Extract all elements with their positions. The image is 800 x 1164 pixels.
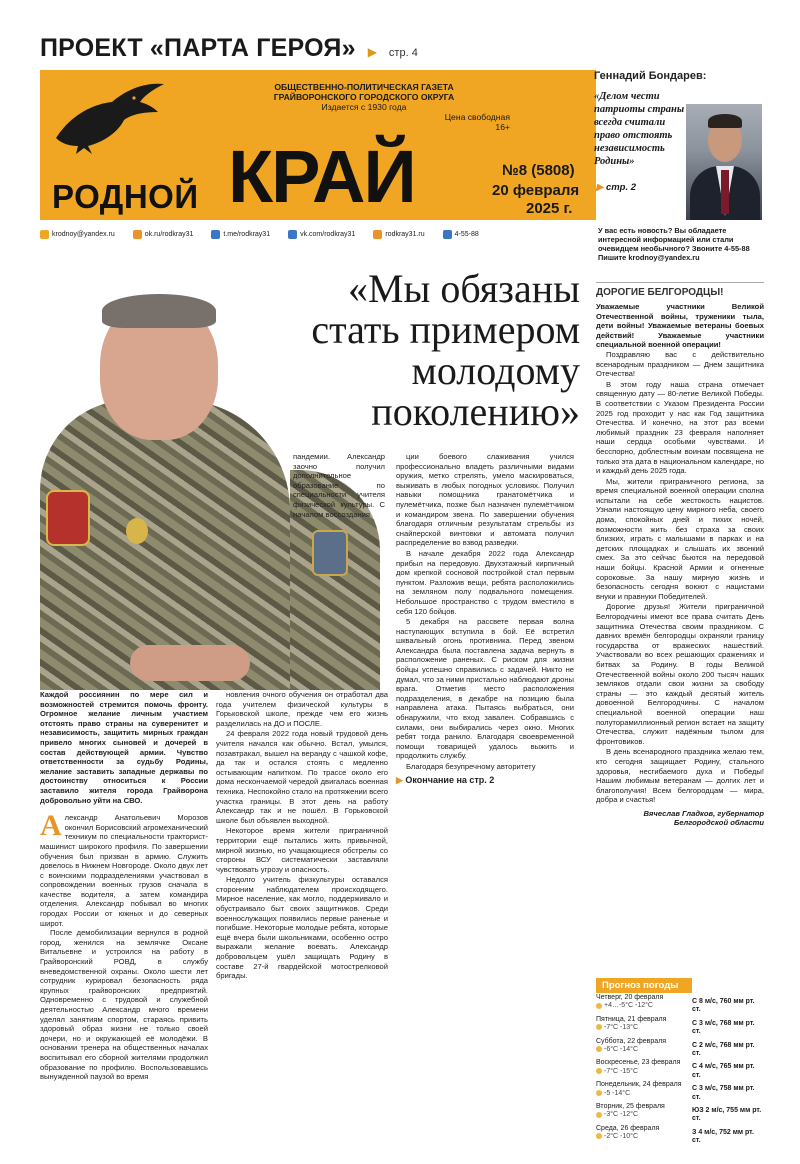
masthead-subtitle <box>226 82 502 102</box>
article-paragraph: новления очного обучения он отработал два года учителем физической культуры в Горьковской школе, прежде чем его жизнь разделилась на ДО и ПОСЛЕ. <box>216 690 388 728</box>
weather-wind: С 2 м/с, 768 мм рт. ст. <box>692 1041 755 1058</box>
weather-icon <box>596 1090 602 1096</box>
founded-year: Издается с 1930 года <box>321 102 407 112</box>
weather-day-row <box>596 1038 764 1059</box>
weather-wind: С 4 м/с, 765 мм рт. ст. <box>692 1063 755 1079</box>
email-icon <box>40 230 49 239</box>
project-title: ПРОЕКТ «ПАРТА ГЕРОЯ» <box>40 34 356 62</box>
weather-temp: -6°С -14°С <box>604 1046 638 1054</box>
weather-day: Суббота, 22 февраля <box>596 1037 667 1045</box>
contact-text: vk.com/rodkray31 <box>300 230 356 238</box>
article-column-1 <box>40 690 208 1083</box>
weather-day-row <box>596 1081 764 1102</box>
vk-icon <box>288 230 297 239</box>
weather-day-row <box>596 1016 764 1037</box>
quote-box <box>594 70 762 220</box>
subtitle-line-2: ГРАЙВОРОНСКОГО ГОРОДСКОГО ОКРУГА <box>273 92 455 102</box>
contact-text: t.me/rodkray31 <box>223 230 271 238</box>
weather-temp: -7°С -13°С <box>604 1024 638 1032</box>
address-signature: Вячеслав Гладков, губернатор Белгородской области <box>643 808 764 828</box>
phone-icon <box>443 230 452 239</box>
news-tip-teaser: У вас есть новость? Вы обладаете интересной информацией или стали очевидцем необычного? Звоните 4-55-88 Пишите krodnoy@yandex.ru <box>598 226 750 262</box>
masthead <box>40 70 596 220</box>
quote-text: «Делом чести патриоты страны всегда считали право отстоять независимость Родины» <box>594 91 685 167</box>
project-page-ref: стр. 4 <box>388 47 418 59</box>
weather-day: Воскресенье, 23 февраля <box>596 1059 681 1067</box>
shoulder-patch <box>46 490 90 546</box>
address-paragraph: Поздравляю вас с действительно всенародным праздником — Днем защитника Отечества! <box>596 349 764 379</box>
article-paragraph: Некоторое время жители приграничной территории ещё пытались жить привычной, мирной жизнью, но учащающиеся обстрелы со стороны ВСУ систематически заставляли чувствовать угрозу и опасность. <box>216 826 388 874</box>
weather-day: Пятница, 21 февраля <box>596 1015 667 1023</box>
weather-temp: -5 -14°С <box>604 1089 631 1097</box>
weather-icon <box>596 1003 602 1009</box>
contact-vk[interactable] <box>288 230 355 239</box>
project-banner <box>40 34 600 68</box>
contact-text: 4-55-88 <box>454 230 479 238</box>
weather-wind: С 8 м/с, 760 мм рт. ст. <box>692 998 755 1014</box>
subtitle-line-1: ОБЩЕСТВЕННО-ПОЛИТИЧЕСКАЯ ГАЗЕТА <box>274 82 454 92</box>
weather-day: Вторник, 25 февраля <box>596 1103 665 1111</box>
contacts-strip <box>40 226 596 242</box>
newspaper-name-small: РОДНОЙ <box>52 178 199 215</box>
weather-day: Четверг, 20 февраля <box>596 994 664 1001</box>
address-paragraph: Мы, жители приграничного региона, за время специальной военной операции сполна испытали на себе жестокость нацистов. Узнали настоящую цену мирного неба, своего дома, спокойных дней и тихих ночей, возможности жить без страха за своих близких, играть с малышами в парках и на детских площадках и слышать их звонкий смех. За это сейчас бьются на передовой наши бойцы. Красной Армии и огненные сороковые. За нашу мирную жизнь и безопасность сегодня воюют с нацистами внуки и правнуки Победителей. <box>596 476 764 601</box>
quote-author: Геннадий Бондарев: <box>594 70 707 82</box>
address-paragraph: Дорогие друзья! Жители приграничной Белгородчины имеют все права считать День защитника Отечества своим праздником. С давних времён белгородцы охраняли границу государства от вражеских нашествий. Участвовали во всех решающих сражениях и битвах за Родину. В годы Великой Отечественной войны около 200 тысяч наших земляков отдали свои жизни за свободу страны — это каждый десятый житель довоенной Белгородчины. С началом специальной военной операции наш полуторамиллионный регион встает на защиту Отечества, служит надёжным тылом для фронтовиков. <box>596 602 764 746</box>
weather-temp: +4…-5°С -12°С <box>604 1002 653 1010</box>
weather-icon <box>596 1046 602 1052</box>
article-paragraph: 5 декабря на рассвете первая волна наступающих вступила в бой. Её встретил шквальный огонь противника. Перед звеном Александра была поставлена задача вернуть в расположение раненых. С риском для жизни бойцы успешно справились с задачей. Никто не думал, что за ними пристально наблюдают дроны врага. Отметив место расположения подразделения, в декабре на позицию была направлена атака. Пытаясь выбраться, они обнаружили, что вход завален. Собравшись с силами, они выбирались через окно. Многих ребят тогда ранило. Благодаря своевременной помощи товарищей удалось выжить и продолжить службу. <box>396 617 574 761</box>
drop-cap: А <box>40 809 62 843</box>
page-pointer-icon: ▶ <box>396 774 406 785</box>
weather-wind: С 3 м/с, 768 мм рт. ст. <box>692 1019 755 1036</box>
continue-text: Окончание на стр. 2 <box>405 774 495 785</box>
weather-day: Среда, 26 февраля <box>596 1124 660 1132</box>
weather-temp: -7°С -15°С <box>604 1067 638 1075</box>
issue-number: №8 (5808) <box>502 162 575 179</box>
article-paragraph: В начале декабря 2022 года Александр прибыл на передовую. Двухэтажный кирпичный дом крепкой сосновой постройкой стал первым пунктом. Разложив вещи, ребята расположились на земляном полу подвального помещения. Небольшое пространство с трудом вместило в себя 120 бойцов. <box>396 548 574 616</box>
contact-website[interactable] <box>373 230 424 239</box>
medal-badge <box>126 518 148 544</box>
weather-wind: ЮЗ 2 м/с, 755 мм рт. ст. <box>692 1107 762 1123</box>
article-paragraph: 24 февраля 2022 года новый трудовой день учителя начался как обычно. Встал, умылся, позавтракал, вышел на веранду с чашкой кофе, да так и остался стоять с медленно остывающим напитком. По трассе около его дома нескончаемой чередой двигалась военная техника. Неспокойно стало на протяжении всего участка границы. В этот день на работу Александр так и не пошёл. В Горьковской школе был объявлен выходной. <box>216 729 388 825</box>
ok-icon <box>133 230 142 239</box>
governor-address <box>596 282 764 828</box>
address-paragraph: В этом году наша страна отмечает священную дату — 80-летие Великой Победы. В соответствии с Указом Президента России 2025 год проходит у нас как Год защитника Отечества. И конечно, на этот раз всеми любимый праздник 23 февраля наполняет наши сердца особыми чувствами. И бесспорно, доблестным воинам посвящена не только эта дата в национальном календаре, но и каждый день 2025 года. <box>596 379 764 476</box>
contact-text: rodkray31.ru <box>385 230 425 238</box>
address-title: ДОРОГИЕ БЕЛГОРОДЦЫ! <box>596 282 764 298</box>
weather-title: Прогноз погоды <box>596 978 692 993</box>
contact-phone[interactable] <box>443 230 479 239</box>
weather-day: Понедельник, 24 февраля <box>596 1081 682 1089</box>
article-paragraph: ции боевого слаживания учился профессионально владеть различными видами оружия, метко стрелять, умело маскироваться, выживать в любых погодных условиях. Получил навыки помощника гранатомётчика и пулемётчика, позже был назначен пулемётчиком и командиром звена. По завершении обучения благодаря отличным результатам стрельбы из снайперской винтовки и автомата получил распределение во взвод разведки. <box>396 452 574 548</box>
weather-wind: З 4 м/с, 752 мм рт. ст. <box>692 1128 754 1145</box>
address-lead: Уважаемые участники Великой Отечественной войны, труженики тыла, дети войны! Уважаемые ветераны боевых действий! Уважаемые участники специальной военной операции! <box>596 302 764 350</box>
weather-icon <box>596 1133 602 1139</box>
weather-icon <box>596 1112 602 1118</box>
article-column-2 <box>216 690 388 982</box>
article-headline: «Мы обязаны стать примером молодому поколению» <box>311 266 580 434</box>
sleeve-patch <box>312 530 348 576</box>
article-paragraph: После демобилизации вернулся в родной город, женился на землячке Оксане Витальевне и устроился на работу в Грайворонский РОВД, в службу вневедомственной охраны. Около шести лет сотрудник курировал безопасность ряда крупных грайворонских предприятий. Одновременно с трудовой и служебной деятельностью Александр много времени уделял занятиям спортом, стараясь привить здоровый образ жизни не только своей дочери, но и окружающей её молодёжи. В основании тренера на общественных началах воспитывал его сборной жителями продолжил образование по профилю. Воспользовавшись вынужденной паузой во время <box>40 928 208 1082</box>
newspaper-name-big: КРАЙ <box>228 135 415 218</box>
page-pointer-icon: ▶ <box>596 182 606 193</box>
article-intro-column: пандемии. Александр заочно получил дополнительное образование по специальности учителя физической культуры. С началом воссоздания <box>293 452 385 519</box>
contact-ok[interactable] <box>133 230 194 239</box>
contact-telegram[interactable] <box>211 230 270 239</box>
contact-text: ok.ru/rodkray31 <box>144 230 194 238</box>
article-paragraph: Благодаря безупречному авторитету <box>406 762 536 771</box>
weather-day-row <box>596 1059 764 1080</box>
address-body <box>596 302 764 805</box>
portrait-photo <box>686 104 762 220</box>
address-paragraph: В день всенародного праздника желаю тем, кто сегодня защищает Родину, стального здоровья, несгибаемого духа и Победы! Нашим любимым ветеранам — долгих лет и благополучия! Всем белгородцам — мира, добра и счастья! <box>596 747 764 805</box>
article-lead: Каждой россиянин по мере сил и возможностей стремится помочь фронту. Огромное желание личным участием отстоять право страны на суверенитет и независимость, защитить мирных граждан привело многих сыновей и дочерей в состав действующей армии. Чувство ответственности за судьбу Родины, желание заставить западные державы по достоинству относиться к России заставило жителя города Грайворона добровольно уйти на СВО. <box>40 690 208 805</box>
continue-note[interactable] <box>396 776 574 786</box>
contact-email[interactable] <box>40 230 115 239</box>
weather-day-row <box>596 1103 764 1124</box>
page-pointer-icon: ▶ <box>367 45 377 59</box>
article-column-3 <box>396 452 574 785</box>
weather-icon <box>596 1024 602 1030</box>
age-rating: 16+ <box>495 122 510 132</box>
telegram-icon <box>211 230 220 239</box>
quote-page-ref <box>596 182 636 193</box>
weather-icon <box>596 1068 602 1074</box>
article-paragraph: Недолго учитель физкультуры оставался сторонним наблюдателем происходящего. Мирное население, как могло, поддерживало и обустраивало быт своих защитников. Среди военнослужащих появились первые раненые и погибшие. Некоторые молодые ребята, которые ещё вчера были школьниками, особенно остро выражали желание воевать. Александр добровольцем ушёл защищать Родину в составе 27-й гвардейской мотострелковой бригады. <box>216 875 388 981</box>
quote-page-text: стр. 2 <box>605 182 637 193</box>
web-icon <box>373 230 382 239</box>
price-label: Цена свободная <box>444 112 510 122</box>
weather-temp: -2°С -10°С <box>604 1133 638 1141</box>
issue-date-day: 20 февраля <box>492 182 580 199</box>
soldier-photo <box>40 280 290 690</box>
weather-temp: -3°С -12°С <box>604 1111 638 1119</box>
weather-forecast <box>596 978 764 1146</box>
contact-text: krodnoy@yandex.ru <box>52 230 115 238</box>
article-paragraph: лександр Анатольевич Морозов окончил Борисовский агромеханический техникум по специальности тракторист-машинист широкого профиля. По завершении обучения был призван в армию. Служить довелось в Нижнем Новгороде. Около двух лет с воинскими подразделениями участвовал в сопровождении военных грузов сначала в качестве водителя, а затем командира отделения. Александр побывал во многих городах России от южных и до северных широт. <box>40 813 208 928</box>
weather-day-row <box>596 1125 764 1146</box>
raven-logo-icon <box>48 76 168 156</box>
issue-date-year: 2025 г. <box>526 200 573 217</box>
weather-day-row <box>596 994 764 1015</box>
weather-wind: С 3 м/с, 758 мм рт. ст. <box>692 1085 755 1101</box>
